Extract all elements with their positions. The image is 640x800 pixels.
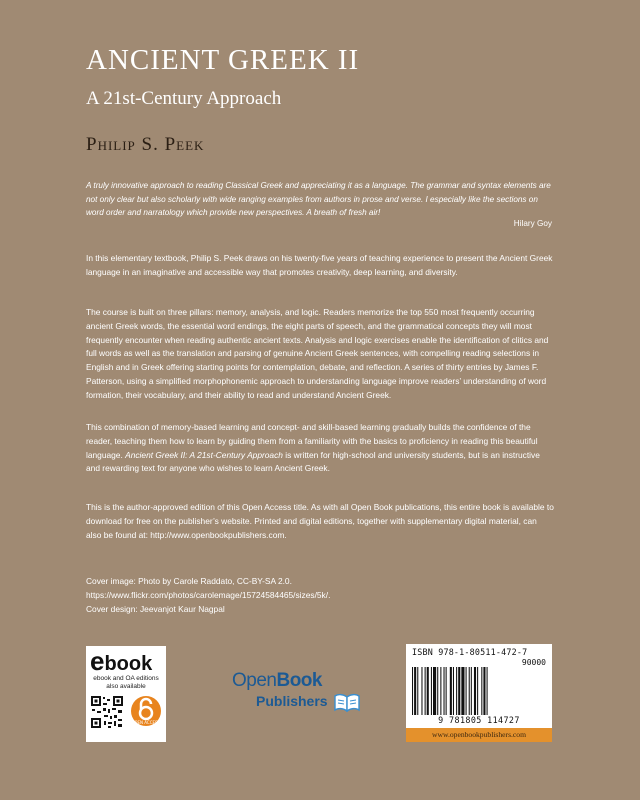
description-paragraph-2: The course is built on three pillars: memory, analysis, and logic. Readers memorize the top 550 most frequently occurring ancient Greek words, the essential word endings, the eight parts of speech, and the grammatical concepts they will most frequently encounter when reading authentic ancient texts. Analysis and logic exercises enable the identification of clitics and full words as well as the translation and parsing of genuine Ancient Greek sentences, with compelling reading selections in English and in Greek offering starting points for contemplation, debate, and reflection. A series of thirty entries by James F. Patterson, using a simplified morphophonemic approach to understanding language improve readers’ understanding of word formation, their vocabulary, and their ability to read and understand Ancient Greek. bbox=[86, 307, 549, 400]
publisher-name-line-1: OpenBook bbox=[232, 670, 322, 691]
cover-credits bbox=[86, 575, 486, 616]
ebook-badge bbox=[86, 646, 166, 742]
barcode-block bbox=[406, 644, 552, 742]
publisher-name-line-2: Publishers bbox=[256, 693, 328, 709]
paragraph-text: is written for high-school and university students, but is an instructive and rewarding text for anyone who wishes to learn Ancient Greek. bbox=[86, 449, 540, 474]
description-paragraph-4: This is the author-approved edition of this Open Access title. As with all Open Book publications, this entire book is available to download for free on the publisher’s website. Printed and digital editions, together with supplementary digital material, can also be found at: http://www.openbookpublishers.com. bbox=[86, 502, 554, 540]
publisher-url: www.openbookpublishers.com bbox=[406, 728, 552, 742]
price-code: 90000 bbox=[521, 658, 546, 667]
book-subtitle: A 21st-Century Approach bbox=[86, 88, 282, 109]
barcode-bars bbox=[412, 667, 546, 715]
endorsement-attribution: Hilary Goy bbox=[513, 219, 552, 228]
ebook-logo: ebook bbox=[90, 646, 153, 676]
endorsement-quote: A truly innovative approach to reading Classical Greek and appreciating it as a language. The grammar and syntax elements are not only clear but also scholarly with wide ranging examples from authors in prose and verse. I especially like the sections on word order and narratology which provide new perspectives. A breath of fresh air! bbox=[86, 181, 551, 217]
description-paragraph-3 bbox=[86, 421, 554, 476]
barcode-digits: 9 781805 114727 bbox=[438, 715, 520, 725]
cover-image-url: https://www.flickr.com/photos/carolemage/15724584465/sizes/5k/. bbox=[86, 589, 331, 600]
ebook-note-line-1: ebook and OA editions bbox=[93, 675, 159, 682]
book-title: ANCIENT GREEK II bbox=[86, 44, 360, 76]
book-author: Philip S. Peek bbox=[86, 134, 205, 155]
svg-text:OPEN ACCESS: OPEN ACCESS bbox=[131, 720, 161, 725]
open-access-icon bbox=[130, 695, 162, 727]
open-book-icon bbox=[334, 692, 360, 712]
cover-image-credit: Cover image: Photo by Carole Raddato, CC-BY-SA 2.0. bbox=[86, 576, 292, 586]
ebook-note-line-2: also available bbox=[106, 683, 146, 690]
isbn-label: ISBN 978-1-80511-472-7 bbox=[412, 647, 528, 657]
cover-design-credit: Cover design: Jeevanjot Kaur Nagpal bbox=[86, 603, 225, 614]
description-paragraph-1: In this elementary textbook, Philip S. Peek draws on his twenty-five years of teaching experience to present the Ancient Greek language in an imaginative and accessible way that promotes creativity, deep learning, and diversity. bbox=[86, 253, 553, 277]
qr-code-icon bbox=[90, 695, 124, 729]
paragraph-text: This combination of memory-based learning and concept- and skill-based learning gradually builds the confidence of the reader, teaching them how to learn by guiding them from a familiarity with the basics to proficiency in reading this beautiful language. bbox=[86, 422, 538, 460]
book-title-italic: Ancient Greek II: A 21st-Century Approach bbox=[125, 449, 283, 460]
publisher-logo bbox=[232, 670, 362, 716]
